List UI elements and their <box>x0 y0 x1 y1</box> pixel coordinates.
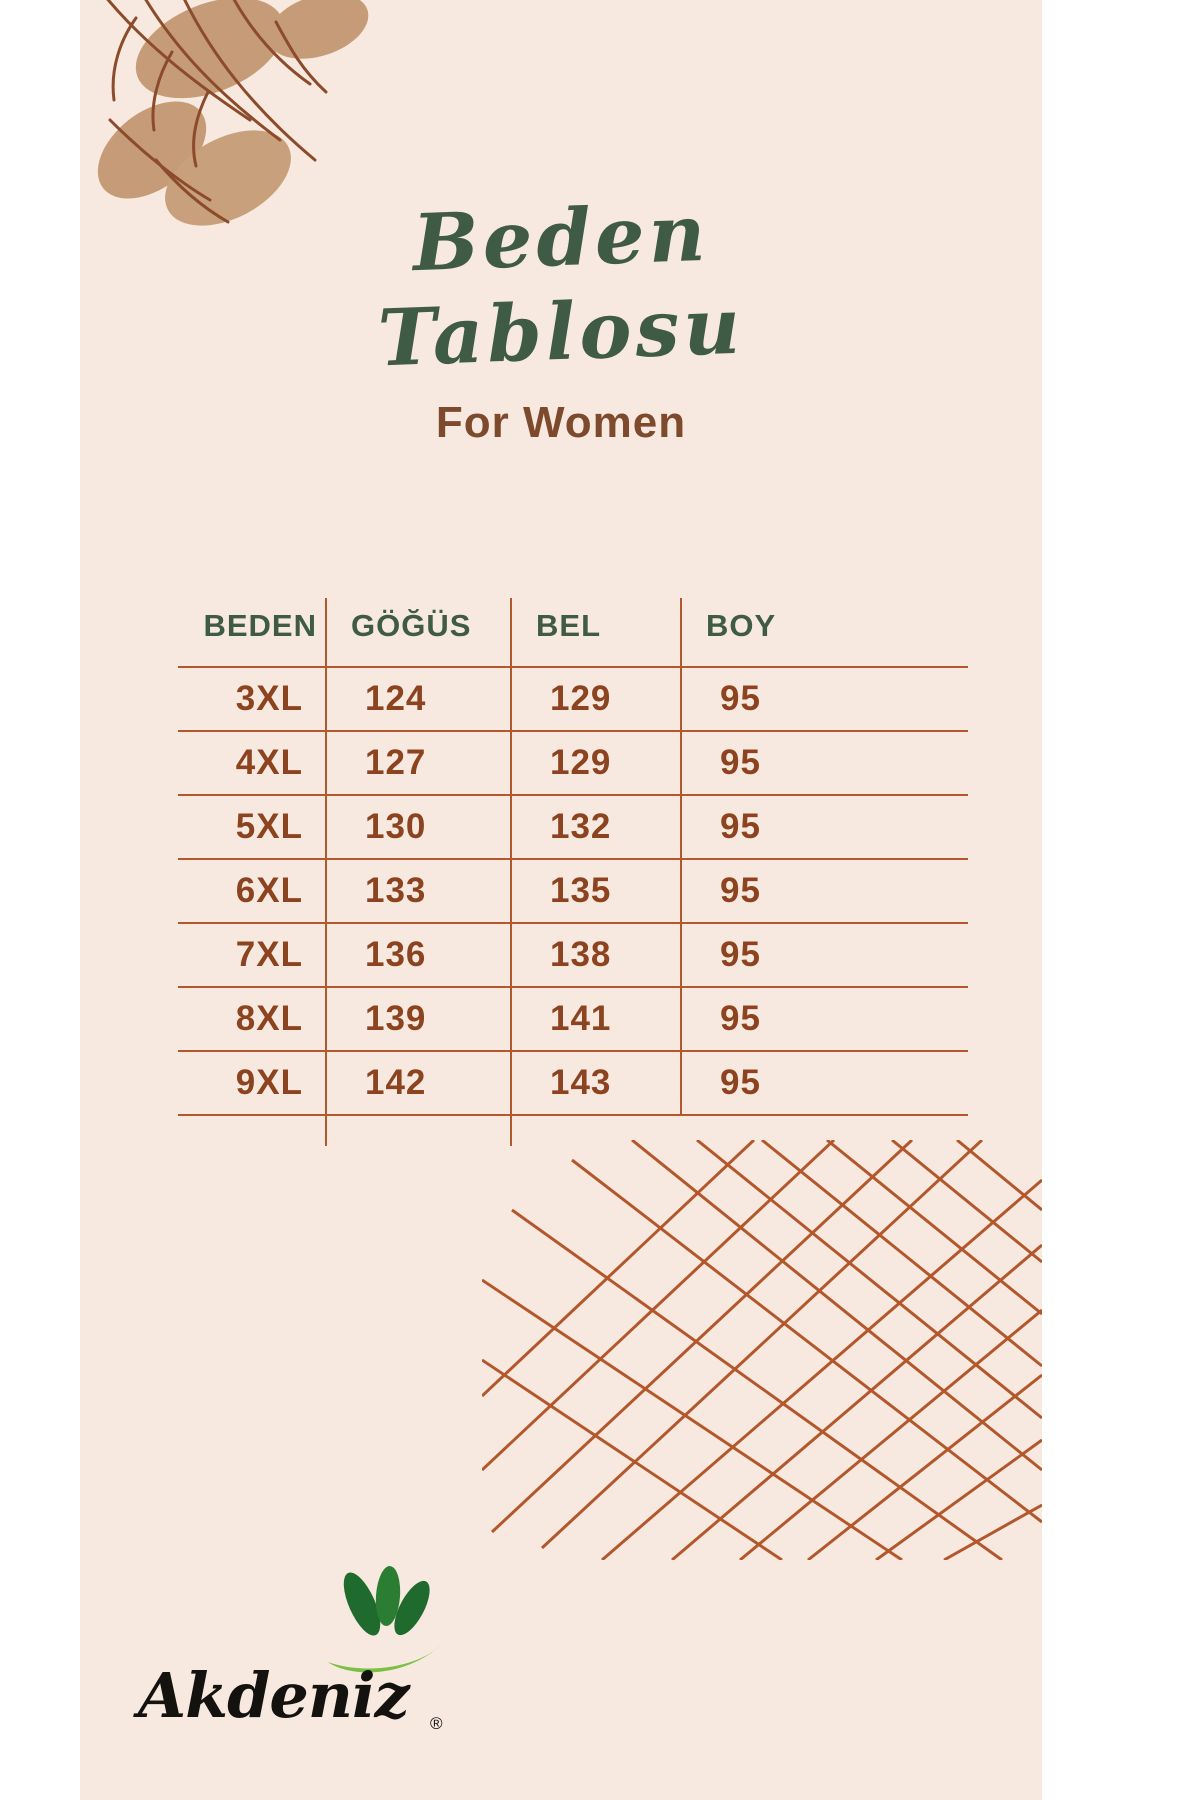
cell-waist: 135 <box>511 859 681 923</box>
tail-cell <box>178 1115 326 1146</box>
cell-size: 6XL <box>178 859 326 923</box>
cell-waist: 141 <box>511 987 681 1051</box>
cell-length: 95 <box>681 731 968 795</box>
cell-length: 95 <box>681 795 968 859</box>
cell-chest: 133 <box>326 859 511 923</box>
title-line-2: Tablosu <box>376 280 746 385</box>
brand-logo <box>120 1566 540 1756</box>
cell-length: 95 <box>681 859 968 923</box>
size-chart-poster <box>80 0 1042 1800</box>
cell-chest: 142 <box>326 1051 511 1115</box>
table-row <box>178 1051 968 1115</box>
column-header-beden: BEDEN <box>178 598 326 667</box>
cell-chest: 130 <box>326 795 511 859</box>
table-row <box>178 923 968 987</box>
cell-length: 95 <box>681 987 968 1051</box>
cell-size: 3XL <box>178 667 326 731</box>
title-subtitle: For Women <box>435 398 687 447</box>
brand-wordmark: Akdeniz <box>138 1659 409 1732</box>
cell-size: 8XL <box>178 987 326 1051</box>
cell-waist: 129 <box>511 667 681 731</box>
cell-length: 95 <box>681 923 968 987</box>
cell-chest: 136 <box>326 923 511 987</box>
cell-size: 7XL <box>178 923 326 987</box>
table-header-row <box>178 598 968 667</box>
cell-size: 4XL <box>178 731 326 795</box>
table-tail-row <box>178 1115 968 1146</box>
cell-waist: 138 <box>511 923 681 987</box>
registered-mark: ® <box>430 1714 443 1733</box>
column-header-gogus: GÖĞÜS <box>326 598 511 667</box>
cell-size: 9XL <box>178 1051 326 1115</box>
cell-waist: 132 <box>511 795 681 859</box>
table-row <box>178 987 968 1051</box>
cell-length: 95 <box>681 667 968 731</box>
cell-waist: 143 <box>511 1051 681 1115</box>
table-row <box>178 731 968 795</box>
title-line-1: Beden <box>411 187 711 290</box>
poster-title-block <box>80 187 1042 448</box>
cell-chest: 124 <box>326 667 511 731</box>
column-header-boy: BOY <box>681 598 968 667</box>
tail-cell <box>511 1115 681 1146</box>
tail-cell <box>326 1115 511 1146</box>
size-chart-table <box>178 598 968 1146</box>
table-row <box>178 859 968 923</box>
table-row <box>178 795 968 859</box>
diagonal-grid-decoration <box>482 1140 1042 1560</box>
cell-waist: 129 <box>511 731 681 795</box>
cell-chest: 139 <box>326 987 511 1051</box>
tail-cell <box>681 1115 968 1146</box>
table-row <box>178 667 968 731</box>
cell-size: 5XL <box>178 795 326 859</box>
column-header-bel: BEL <box>511 598 681 667</box>
cell-length: 95 <box>681 1051 968 1115</box>
cell-chest: 127 <box>326 731 511 795</box>
